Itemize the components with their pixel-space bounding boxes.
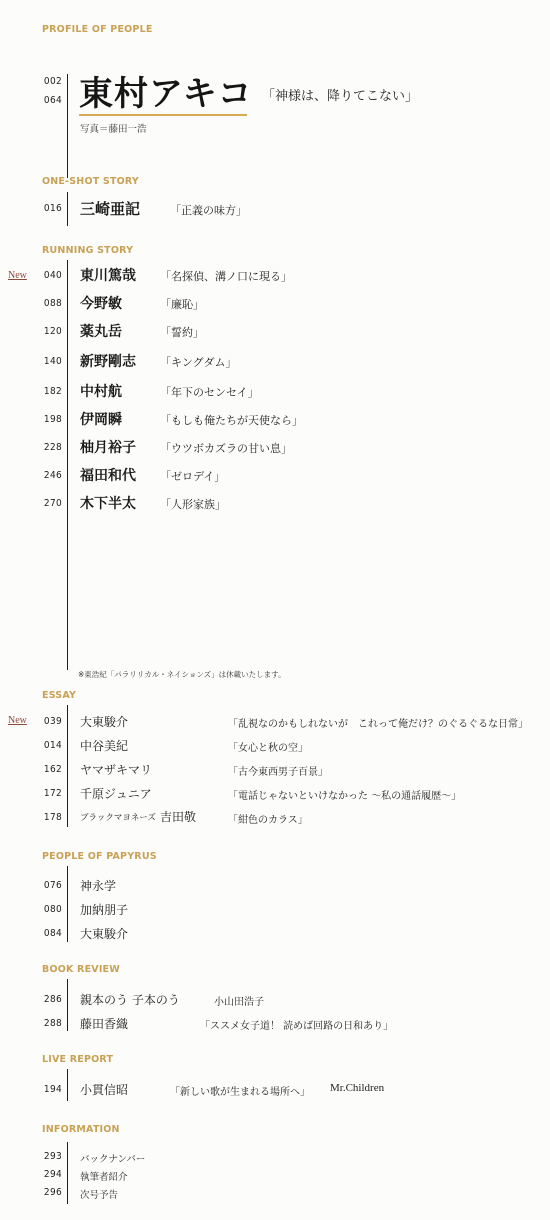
page-number: 084 bbox=[43, 928, 62, 939]
author-name: 伊岡瞬 bbox=[80, 412, 122, 428]
info-label: 次号予告 bbox=[80, 1190, 119, 1201]
story-title: 「年下のセンセイ」 bbox=[160, 386, 259, 399]
author-name: 東川篤哉 bbox=[80, 268, 136, 284]
author-name: 千原ジュニア bbox=[80, 787, 152, 801]
author-name: 加納朋子 bbox=[80, 903, 129, 917]
page-number: 194 bbox=[43, 1084, 62, 1095]
new-badge: New bbox=[8, 270, 27, 281]
page-number: 120 bbox=[43, 326, 62, 337]
author-name: 新野剛志 bbox=[80, 354, 136, 370]
author-name: 神永学 bbox=[80, 879, 117, 893]
page-number: 294 bbox=[43, 1169, 62, 1180]
page-number: 080 bbox=[43, 904, 62, 915]
story-title: 「人形家族」 bbox=[160, 498, 226, 511]
story-title: 「もしも俺たちが天使なら」 bbox=[160, 414, 303, 427]
feature-page-start: 002 bbox=[43, 76, 62, 87]
story-title: 「誓約」 bbox=[160, 326, 204, 339]
author-name: 福田和代 bbox=[80, 468, 136, 484]
vertical-rule-book-review bbox=[67, 979, 68, 1031]
essay-title: 「女心と秋の空」 bbox=[228, 743, 308, 754]
story-title: 「名探偵、溝ノ口に現る」 bbox=[160, 270, 292, 283]
page-number: 039 bbox=[43, 716, 62, 727]
section-heading-essay: ESSAY bbox=[42, 690, 77, 701]
page-number: 182 bbox=[43, 386, 62, 397]
page-number: 178 bbox=[43, 812, 62, 823]
artist-name: Mr.Children bbox=[330, 1082, 385, 1094]
author-name: 柚月裕子 bbox=[80, 440, 136, 456]
story-title: 「ゼロデイ」 bbox=[160, 470, 226, 483]
page-number: 296 bbox=[43, 1187, 62, 1198]
author-name: 木下半太 bbox=[80, 496, 136, 512]
author-name: 今野敏 bbox=[80, 296, 122, 312]
story-title: 「廉恥」 bbox=[160, 298, 204, 311]
vertical-rule-profile bbox=[67, 74, 68, 178]
vertical-rule-information bbox=[67, 1142, 68, 1204]
feature-author-name[interactable]: 東村アキコ bbox=[79, 74, 253, 114]
review-title: 親本のう 子本のう bbox=[80, 993, 180, 1007]
new-badge: New bbox=[8, 715, 27, 726]
info-label: バックナンバー bbox=[80, 1154, 146, 1165]
vertical-rule-oneshot bbox=[67, 192, 68, 226]
story-title: 「キングダム」 bbox=[160, 356, 237, 369]
info-label: 執筆者紹介 bbox=[80, 1172, 128, 1183]
page-number: 198 bbox=[43, 414, 62, 425]
author-prefix: ブラックマヨネーズ bbox=[80, 813, 156, 823]
author-name: 大東駿介 bbox=[80, 927, 129, 941]
page-number: 162 bbox=[43, 764, 62, 775]
author-name: 中谷美紀 bbox=[80, 739, 129, 753]
essay-title: 「紺色のカラス」 bbox=[228, 815, 308, 826]
section-heading-live-report: LIVE REPORT bbox=[42, 1054, 114, 1065]
essay-title: 「電話じゃないといけなかった ～私の通話履歴～」 bbox=[228, 791, 462, 802]
page-number: 172 bbox=[43, 788, 62, 799]
section-heading-papyrus: PEOPLE OF PAPYRUS bbox=[42, 851, 157, 862]
story-title: 「正義の味方」 bbox=[170, 204, 247, 217]
author-name: 大東駿介 bbox=[80, 715, 129, 729]
feature-title[interactable]: 「神様は、降りてこない」 bbox=[262, 89, 419, 104]
review-title: 「ススメ女子道！ 読めば回路の日和あり」 bbox=[200, 1021, 394, 1032]
feature-page-end: 064 bbox=[43, 95, 62, 106]
author-name: 吉田敬 bbox=[160, 810, 197, 824]
feature-gold-underline bbox=[79, 114, 247, 116]
page-number: 228 bbox=[43, 442, 62, 453]
section-heading-information: INFORMATION bbox=[42, 1124, 120, 1135]
author-name: 三崎亜記 bbox=[80, 200, 141, 218]
feature-photo-credit: 写真＝藤田一浩 bbox=[80, 124, 147, 135]
page-number: 016 bbox=[43, 203, 62, 214]
section-heading-running: RUNNING STORY bbox=[42, 245, 134, 256]
page-number: 014 bbox=[43, 740, 62, 751]
vertical-rule-papyrus bbox=[67, 866, 68, 942]
vertical-rule-live-report bbox=[67, 1069, 68, 1101]
essay-title: 「古今東西男子百景」 bbox=[228, 767, 328, 778]
report-title: 「新しい歌が生まれる場所へ」 bbox=[170, 1087, 310, 1098]
page-number: 270 bbox=[43, 498, 62, 509]
section-heading-book-review: BOOK REVIEW bbox=[42, 964, 120, 975]
vertical-rule-running bbox=[67, 260, 68, 670]
section-heading-profile: PROFILE OF PEOPLE bbox=[42, 24, 153, 35]
page-number: 040 bbox=[43, 270, 62, 281]
author-name: 藤田香織 bbox=[80, 1017, 129, 1031]
page-number: 288 bbox=[43, 1018, 62, 1029]
hiatus-notice: ※東浩紀「パラリリカル・ネイションズ」は休載いたします。 bbox=[78, 670, 286, 679]
page-number: 293 bbox=[43, 1151, 62, 1162]
vertical-rule-essay bbox=[67, 705, 68, 827]
section-heading-oneshot: ONE-SHOT STORY bbox=[42, 176, 139, 187]
author-name: ヤマザキマリ bbox=[80, 763, 153, 777]
essay-title: 「乱視なのかもしれないが これって俺だけ？のぐるぐるな日常」 bbox=[228, 719, 528, 730]
page-number: 246 bbox=[43, 470, 62, 481]
author-name: 薬丸岳 bbox=[80, 324, 122, 340]
page-number: 140 bbox=[43, 356, 62, 367]
reviewer-name: 小山田浩子 bbox=[214, 997, 264, 1008]
author-name: 小貫信昭 bbox=[80, 1083, 129, 1097]
page-number: 076 bbox=[43, 880, 62, 891]
page-number: 088 bbox=[43, 298, 62, 309]
author-name: 中村航 bbox=[80, 384, 122, 400]
story-title: 「ウツボカズラの甘い息」 bbox=[160, 442, 292, 455]
page-number: 286 bbox=[43, 994, 62, 1005]
